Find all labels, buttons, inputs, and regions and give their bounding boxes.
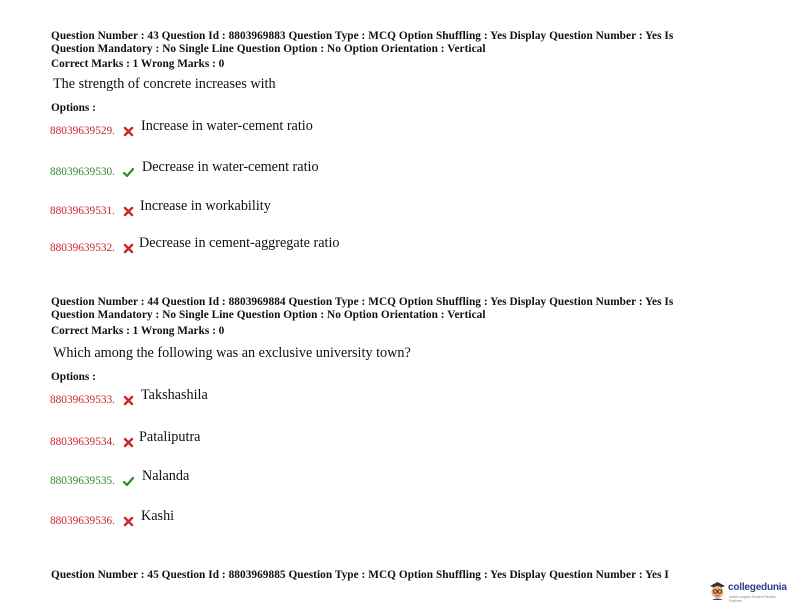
option-id: 88039639529.	[50, 125, 115, 137]
checkmark-icon	[123, 476, 134, 487]
option-row	[50, 235, 550, 257]
option-id: 88039639533.	[50, 394, 115, 406]
meta-line-1: Question Number : 43 Question Id : 8803969883 Question Type : MCQ Option Shuffling : Yes Display Question Number : Yes Is	[51, 30, 674, 42]
option-id: 88039639535.	[50, 475, 115, 487]
option-row	[50, 198, 550, 220]
checkmark-icon	[123, 167, 134, 178]
options-label: Options :	[51, 371, 96, 383]
cross-icon	[123, 516, 134, 527]
option-text: Kashi	[141, 508, 175, 524]
meta-line-2: Question Mandatory : No Single Line Question Option : No Option Orientation : Vertical	[51, 43, 486, 55]
option-row	[50, 159, 550, 181]
option-text: Increase in water-cement ratio	[141, 118, 313, 134]
marks-info: Correct Marks : 1 Wrong Marks : 0	[51, 58, 225, 70]
option-text: Increase in workability	[140, 198, 271, 214]
option-row	[50, 429, 550, 451]
meta-line-1: Question Number : 45 Question Id : 8803969885 Question Type : MCQ Option Shuffling : Yes Display Question Number : Yes I	[51, 569, 669, 581]
cross-icon	[123, 243, 134, 254]
cross-icon	[123, 395, 134, 406]
question-text: Which among the following was an exclusive university town?	[53, 345, 411, 361]
cross-icon	[123, 206, 134, 217]
option-row	[50, 468, 550, 490]
brand-tagline: India's largest Student Review Platform	[729, 595, 776, 603]
option-text: Decrease in water-cement ratio	[142, 159, 319, 175]
cross-icon	[123, 437, 134, 448]
meta-line-1: Question Number : 44 Question Id : 8803969884 Question Type : MCQ Option Shuffling : Yes Display Question Number : Yes Is	[51, 296, 674, 308]
option-text: Pataliputra	[139, 429, 201, 445]
marks-info: Correct Marks : 1 Wrong Marks : 0	[51, 325, 225, 337]
option-text: Nalanda	[142, 468, 190, 484]
option-row	[50, 387, 550, 409]
mascot-icon	[708, 579, 727, 601]
option-id: 88039639531.	[50, 205, 115, 217]
option-id: 88039639532.	[50, 242, 115, 254]
option-id: 88039639536.	[50, 515, 115, 527]
options-label: Options :	[51, 102, 96, 114]
question-44-meta	[51, 296, 731, 322]
option-id: 88039639534.	[50, 436, 115, 448]
option-text: Takshashila	[141, 387, 208, 403]
option-row	[50, 118, 550, 140]
brand-name: collegedunia	[728, 582, 787, 593]
question-43-meta	[51, 30, 731, 56]
question-text: The strength of concrete increases with	[53, 76, 276, 92]
cross-icon	[123, 126, 134, 137]
option-id: 88039639530.	[50, 166, 115, 178]
collegedunia-logo	[708, 577, 788, 605]
option-row	[50, 508, 550, 530]
meta-line-2: Question Mandatory : No Single Line Question Option : No Option Orientation : Vertical	[51, 309, 486, 321]
question-45-meta	[51, 569, 703, 582]
option-text: Decrease in cement-aggregate ratio	[139, 235, 340, 251]
